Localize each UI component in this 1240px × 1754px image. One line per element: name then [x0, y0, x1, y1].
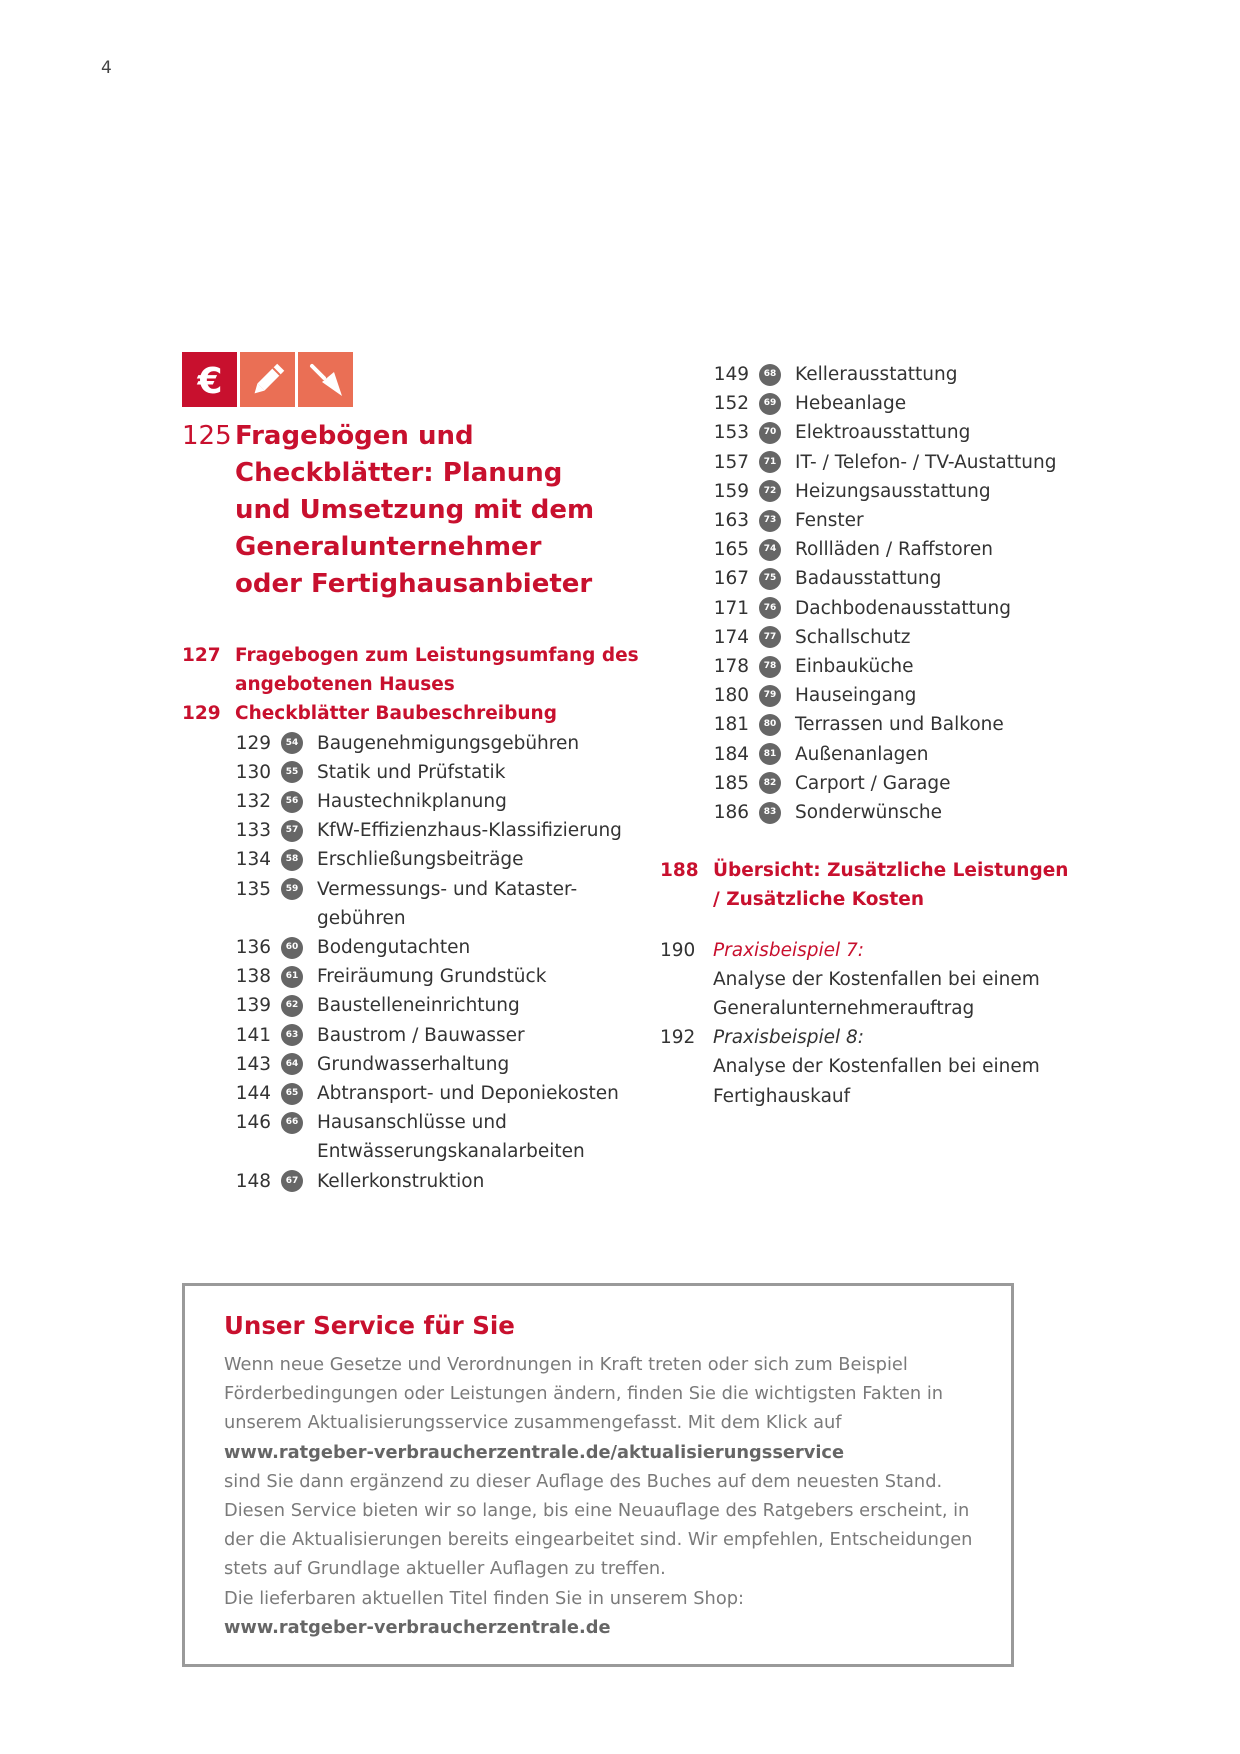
toc-entry	[713, 623, 1080, 652]
entry-title: Elektroausstattung	[795, 422, 971, 444]
checklist-number-badge: 56	[281, 791, 303, 813]
checklist-number-badge: 81	[759, 743, 781, 765]
entry-page: 130	[235, 761, 271, 783]
service-title: Unser Service für Sie	[224, 1311, 515, 1340]
toc-entry	[235, 729, 652, 758]
entry-page: 139	[235, 995, 271, 1017]
entry-title: Kellerausstattung	[795, 364, 958, 385]
praxis-text: Analyse der Kostenfallen bei einem Fertighauskauf	[713, 1056, 1040, 1107]
entry-page: 180	[713, 685, 749, 707]
entry-page: 185	[713, 772, 749, 794]
entry-title: Terrassen und Balkone	[795, 714, 1004, 736]
checklist-number-badge: 67	[281, 1170, 303, 1192]
praxis-label: Praxisbeispiel 8:	[713, 1027, 865, 1049]
main-section-title: Fragebögen und Checkblätter: Planung und Umsetzung mit dem Generalunternehmer oder Fertighausanbieter	[235, 421, 595, 599]
subsection-title: Checkblätter Baubeschreibung	[235, 703, 557, 725]
entry-page: 148	[235, 1170, 271, 1192]
entry-page: 129	[235, 732, 271, 754]
toc-entry	[713, 564, 1080, 593]
toc-entry	[235, 787, 652, 816]
toc-entry	[235, 1050, 652, 1079]
main-section-page: 125	[182, 421, 232, 451]
praxis-page: 190	[660, 939, 696, 961]
entry-title: Einbauküche	[795, 656, 914, 678]
checklist-number-badge: 82	[759, 772, 781, 794]
entry-page: 146	[235, 1112, 271, 1134]
checklist-number-badge: 78	[759, 656, 781, 678]
entry-title: Heizungsausstattung	[795, 480, 991, 502]
subsection-page: 127	[182, 645, 221, 666]
subsection-heading	[182, 641, 652, 699]
entry-page: 167	[713, 568, 749, 590]
entry-title: Badausstattung	[795, 568, 942, 590]
svg-text:€: €	[196, 360, 223, 400]
toc-entry	[713, 710, 1080, 739]
left-entry-list	[235, 729, 652, 1196]
entry-page: 186	[713, 802, 749, 824]
toc-entry	[235, 962, 652, 991]
trowel-icon	[298, 352, 353, 407]
entry-title: Außenanlagen	[795, 743, 929, 765]
toc-entry	[713, 681, 1080, 710]
checklist-number-badge: 65	[281, 1083, 303, 1105]
checklist-number-badge: 77	[759, 626, 781, 648]
entry-page: 136	[235, 937, 271, 959]
entry-title: Bodengutachten	[317, 937, 471, 959]
entry-title: Hausanschlüsse und Entwässerungskanalarbeiten	[317, 1112, 585, 1163]
entry-page: 133	[235, 820, 271, 842]
entry-page: 165	[713, 539, 749, 561]
entry-page: 138	[235, 966, 271, 988]
entry-page: 143	[235, 1053, 271, 1075]
toc-entry	[235, 933, 652, 962]
toc-left-column	[182, 418, 652, 1196]
toc-entry	[235, 758, 652, 787]
page-number: 4	[101, 58, 113, 78]
entry-title: Grundwasserhaltung	[317, 1053, 510, 1075]
checklist-number-badge: 63	[281, 1024, 303, 1046]
entry-title: Abtransport- und Deponiekosten	[317, 1083, 619, 1105]
checklist-number-badge: 83	[759, 802, 781, 824]
toc-entry	[713, 418, 1080, 447]
praxis-entry	[660, 936, 1080, 1024]
entry-page: 153	[713, 422, 749, 444]
toc-entry	[235, 816, 652, 845]
entry-page: 135	[235, 878, 271, 900]
toc-entry	[235, 1021, 652, 1050]
service-paragraph: Die lieferbaren aktuellen Titel finden Sie in unserem Shop:	[224, 1587, 744, 1609]
checklist-number-badge: 75	[759, 568, 781, 590]
toc-entry	[235, 875, 652, 933]
entry-page: 152	[713, 393, 749, 415]
entry-title: Hauseingang	[795, 685, 917, 707]
toc-entry	[713, 594, 1080, 623]
entry-page: 141	[235, 1024, 271, 1046]
checklist-number-badge: 57	[281, 820, 303, 842]
entry-title: Statik und Prüfstatik	[317, 761, 506, 783]
entry-page: 159	[713, 480, 749, 502]
subsection-title: Fragebogen zum Leistungsumfang des angebotenen Hauses	[235, 645, 639, 696]
overview-title: Übersicht: Zusätzliche Leistungen / Zusätzliche Kosten	[713, 860, 1069, 911]
entry-page: 157	[713, 451, 749, 473]
entry-page: 134	[235, 849, 271, 871]
entry-title: Hebeanlage	[795, 393, 907, 415]
subsection-page: 129	[182, 703, 221, 725]
entry-title: Baugenehmigungsgebühren	[317, 732, 580, 754]
praxis-text: Analyse der Kostenfallen bei einem Generalunternehmerauftrag	[713, 968, 1040, 1020]
checklist-number-badge: 68	[759, 364, 781, 386]
checklist-number-badge: 74	[759, 539, 781, 561]
entry-page: 174	[713, 626, 749, 648]
entry-title: Kellerkonstruktion	[317, 1170, 485, 1192]
shop-link[interactable]: www.ratgeber-verbraucherzentrale.de	[224, 1616, 611, 1638]
toc-entry	[713, 360, 1080, 389]
toc-entry	[713, 477, 1080, 506]
checklist-number-badge: 73	[759, 510, 781, 532]
entry-page: 132	[235, 791, 271, 813]
toc-entry	[713, 535, 1080, 564]
checklist-number-badge: 60	[281, 937, 303, 959]
checklist-number-badge: 71	[759, 451, 781, 473]
checklist-number-badge: 59	[281, 878, 303, 900]
checklist-number-badge: 64	[281, 1053, 303, 1075]
service-text	[224, 1350, 984, 1642]
entry-title: Schallschutz	[795, 626, 911, 648]
toc-entry	[713, 389, 1080, 418]
checklist-number-badge: 54	[281, 732, 303, 754]
toc-entry	[235, 1108, 652, 1166]
toc-entry	[713, 740, 1080, 769]
praxis-entry	[660, 1023, 1080, 1111]
entry-page: 149	[713, 364, 749, 385]
euro-icon	[182, 352, 237, 407]
praxis-label: Praxisbeispiel 7:	[713, 939, 865, 961]
overview-page: 188	[660, 860, 699, 882]
toc-entry	[235, 991, 652, 1020]
checklist-number-badge: 80	[759, 714, 781, 736]
entry-title: Carport / Garage	[795, 772, 951, 794]
toc-right-column	[660, 360, 1080, 1111]
entry-title: Fenster	[795, 510, 864, 532]
update-service-link[interactable]: www.ratgeber-verbraucherzentrale.de/aktualisierungsservice	[224, 1441, 845, 1463]
entry-page: 171	[713, 597, 749, 619]
entry-title: Sonderwünsche	[795, 802, 943, 824]
subsection-heading	[182, 699, 652, 728]
entry-title: Baustrom / Bauwasser	[317, 1024, 525, 1046]
entry-page: 181	[713, 714, 749, 736]
toc-entry	[713, 652, 1080, 681]
entry-title: Erschließungsbeiträge	[317, 849, 524, 871]
entry-page: 184	[713, 743, 749, 765]
entry-title: Vermessungs- und Kataster-gebühren	[317, 878, 578, 929]
pencil-icon	[240, 352, 295, 407]
entry-title: Baustelleneinrichtung	[317, 995, 520, 1017]
checklist-number-badge: 55	[281, 761, 303, 783]
praxis-page: 192	[660, 1027, 696, 1049]
entry-page: 163	[713, 510, 749, 532]
toc-entry	[713, 769, 1080, 798]
entry-title: Dachbodenausstattung	[795, 597, 1012, 619]
main-section-heading	[182, 418, 652, 603]
service-box	[182, 1283, 1014, 1667]
checklist-number-badge: 79	[759, 685, 781, 707]
checklist-number-badge: 58	[281, 849, 303, 871]
checklist-number-badge: 70	[759, 422, 781, 444]
toc-entry	[713, 448, 1080, 477]
entry-title: KfW-Effizienzhaus-Klassifizierung	[317, 820, 622, 842]
checklist-number-badge: 69	[759, 393, 781, 415]
checklist-number-badge: 76	[759, 597, 781, 619]
checklist-number-badge: 72	[759, 480, 781, 502]
category-icons	[182, 352, 353, 407]
toc-entry	[713, 798, 1080, 827]
entry-title: Freiräumung Grundstück	[317, 966, 547, 988]
checklist-number-badge: 62	[281, 995, 303, 1017]
checklist-number-badge: 61	[281, 966, 303, 988]
entry-page: 178	[713, 656, 749, 678]
toc-entry	[235, 1079, 652, 1108]
entry-page: 144	[235, 1083, 271, 1105]
right-entry-list	[713, 360, 1080, 827]
entry-title: Rollläden / Raffstoren	[795, 539, 993, 561]
toc-entry	[235, 1167, 652, 1196]
entry-title: IT- / Telefon- / TV-Austattung	[795, 451, 1057, 473]
overview-heading	[660, 856, 1080, 914]
service-paragraph: sind Sie dann ergänzend zu dieser Auflage des Buches auf dem neuesten Stand. Diesen Service bieten wir so lange, bis eine Neuauflage des Ratgebers erscheint, in der die Aktualisierungen bereits eingearbeitet sind. Wir empfehlen, Entscheidungen stets auf Grundlage aktueller Auflagen zu treffen.	[224, 1470, 973, 1580]
checklist-number-badge: 66	[281, 1112, 303, 1134]
toc-entry	[713, 506, 1080, 535]
entry-title: Haustechnikplanung	[317, 791, 507, 813]
toc-entry	[235, 845, 652, 874]
service-paragraph: Wenn neue Gesetze und Verordnungen in Kraft treten oder sich zum Beispiel Förderbedingungen oder Leistungen ändern, finden Sie die wichtigsten Fakten in unserem Aktualisierungsservice zusammengefasst. Mit dem Klick auf	[224, 1354, 944, 1434]
